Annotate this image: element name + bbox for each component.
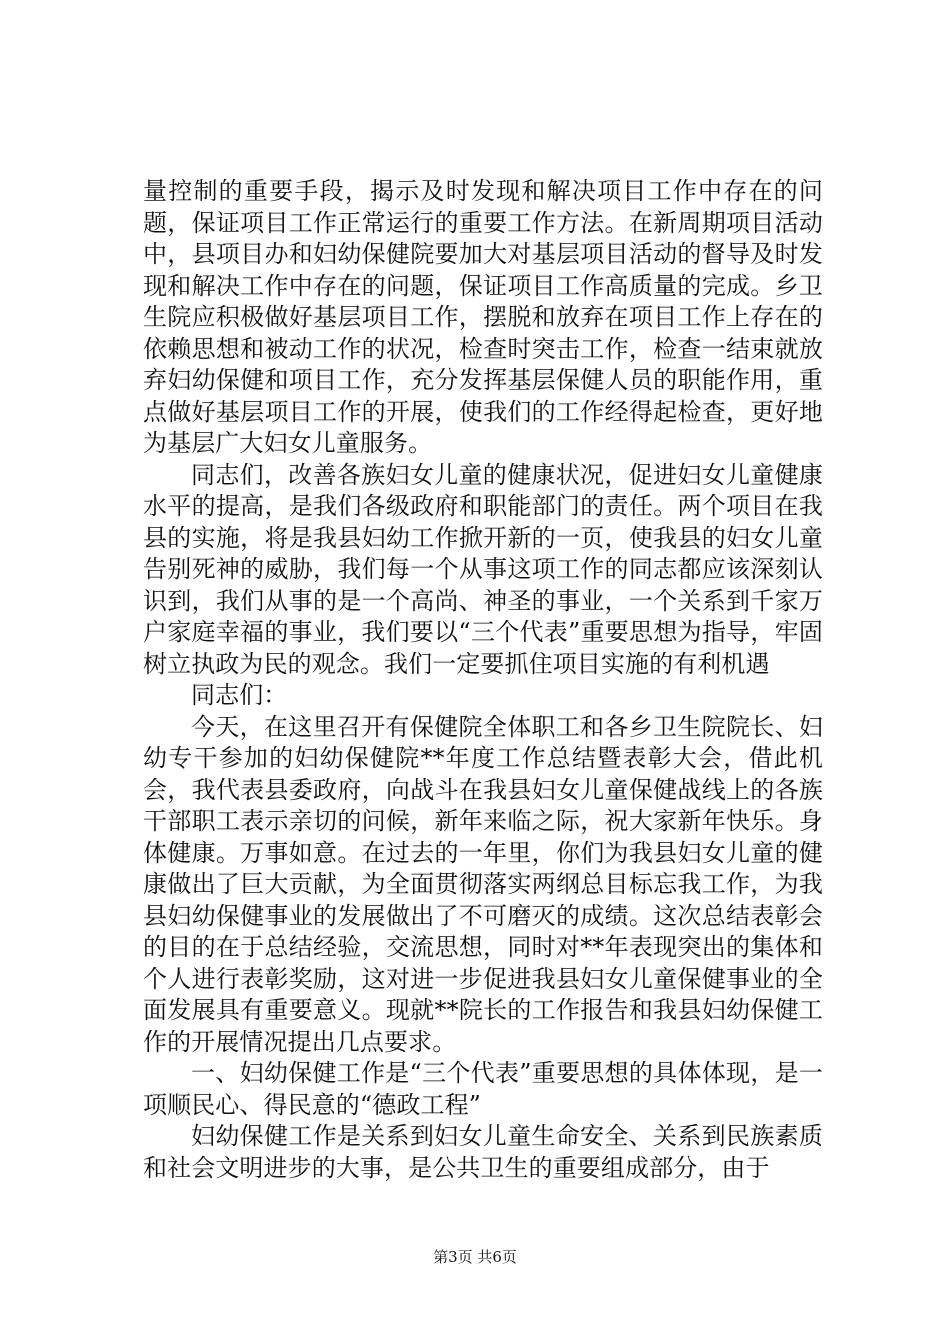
paragraph-section-one-body: 妇幼保健工作是关系到妇女儿童生命安全、关系到民族素质和社会文明进步的大事，是公共卫生的重要组成部分，由于 <box>143 1122 823 1182</box>
page-number-footer: 第3页 共6页 <box>433 1248 517 1266</box>
document-body <box>143 176 823 1184</box>
paragraph-continuation: 量控制的重要手段，揭示及时发现和解决项目工作中存在的问题，保证项目工作正常运行的重要工作方法。在新周期项目活动中，县项目办和妇幼保健院要加大对基层项目活动的督导及时发现和解决工作中存在的问题，保证项目工作高质量的完成。乡卫生院应积极做好基层项目工作，摆脱和放弃在项目工作上存在的依赖思想和被动工作的状况，检查时突击工作，检查一结束就放弃妇幼保健和项目工作，充分发挥基层保健人员的职能作用，重点做好基层项目工作的开展，使我们的工作经得起检查，更好地为基层广大妇女儿童服务。 <box>143 177 823 457</box>
paragraph-opening-remarks: 今天，在这里召开有保健院全体职工和各乡卫生院院长、妇幼专干参加的妇幼保健院**年度工作总结暨表彰大会，借此机会，我代表县委政府，向战斗在我县妇女儿童保健战线上的各族干部职工表示亲切的问候，新年来临之际，祝大家新年快乐。身体健康。万事如意。在过去的一年里，你们为我县妇女儿童的健康做出了巨大贡献，为全面贯彻落实两纲总目标忘我工作，为我县妇幼保健事业的发展做出了不可磨灭的成绩。这次总结表彰会的目的在于总结经验，交流思想，同时对**年表现突出的集体和个人进行表彰奖励，这对进一步促进我县妇女儿童保健事业的全面发展具有重要意义。现就**院长的工作报告和我县妇幼保健工作的开展情况提出几点要求。 <box>143 712 823 1056</box>
paragraph-salutation: 同志们： <box>191 681 288 709</box>
section-heading-one: 一、妇幼保健工作是“三个代表”重要思想的具体体现，是一项顺民心、得民意的“德政工程” <box>143 1059 823 1119</box>
paragraph-comrades-responsibility: 同志们，改善各族妇女儿童的健康状况，促进妇女儿童健康水平的提高，是我们各级政府和职能部门的责任。两个项目在我县的实施，将是我县妇幼工作掀开新的一页，使我县的妇女儿童告别死神的威胁，我们每一个从事这项工作的同志都应该深刻认识到，我们从事的是一个高尚、神圣的事业，一个关系到千家万户家庭幸福的事业，我们要以“三个代表”重要思想为指导，牢固树立执政为民的观念。我们一定要抓住项目实施的有利机遇 <box>143 460 823 678</box>
